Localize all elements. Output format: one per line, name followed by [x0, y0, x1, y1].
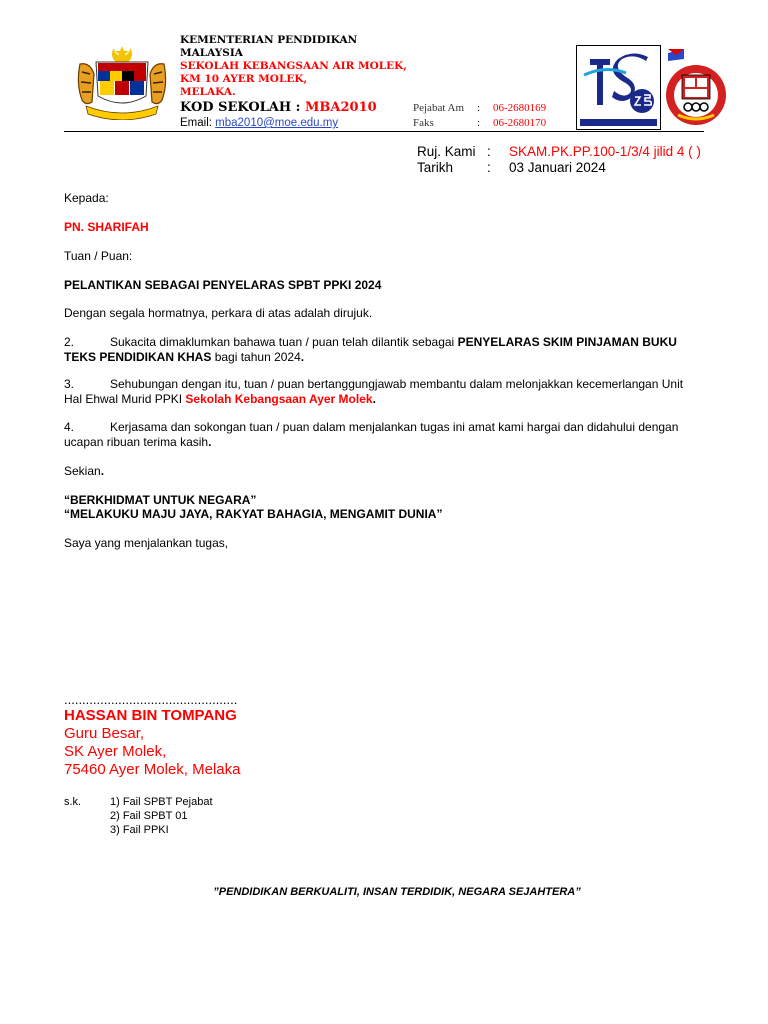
motto-line-1: “BERKHIDMAT UNTUK NEGARA” [64, 493, 257, 507]
school-address-line: KM 10 AYER MOLEK, [180, 73, 308, 85]
paragraph-number: 3. [64, 377, 75, 391]
school-code [180, 100, 410, 116]
school-name: SEKOLAH KEBANGSAAN AIR MOLEK, [180, 60, 407, 72]
letterhead-text [180, 34, 410, 129]
signatory-title: Guru Besar, [64, 725, 145, 742]
email-link[interactable]: mba2010@moe.edu.my [215, 117, 339, 129]
ruj-value: SKAM.PK.PP.100-1/3/4 jilid 4 ( ) [509, 144, 701, 159]
paragraph-3 [64, 377, 706, 406]
phone-row [413, 102, 546, 117]
ruj-row [417, 144, 701, 160]
signatory-address: 75460 Ayer Molek, Melaka [64, 761, 241, 778]
reference-block [417, 144, 701, 176]
paragraph-text: bagi tahun 2024 [211, 349, 301, 364]
ruj-colon: : [487, 144, 491, 159]
email-label: Email: [180, 117, 212, 129]
paragraph-number: 2. [64, 335, 75, 349]
footer-slogan: ”PENDIDIKAN BERKUALITI, INSAN TERDIDIK, NEGARA SEJAHTERA” [213, 886, 581, 898]
paragraph-text: Sukacita dimaklumkan bahawa tuan / puan telah dilantik sebagai [110, 335, 458, 349]
sk-label: s.k. [64, 796, 82, 808]
sekian-period: . [100, 464, 105, 478]
recipient-name: PN. SHARIFAH [64, 220, 149, 234]
fax-value: 06-2680170 [493, 117, 547, 129]
paragraph-text: Kerjasama dan sokongan tuan / puan dalam menjalankan tugas ini amat kami hargai dan didahului dengan ucapan ribuan terima kasih [64, 420, 679, 449]
ruj-label: Ruj. Kami [417, 144, 476, 159]
paragraph-4 [64, 420, 706, 449]
fax-colon: : [477, 117, 481, 129]
school-name-highlight: Sekolah Kebangsaan Ayer Molek [185, 391, 373, 406]
email-line [180, 117, 410, 129]
school-state: MELAKA. [180, 86, 236, 98]
school-code-value: MBA2010 [305, 100, 377, 115]
salutation: Tuan / Puan: [64, 249, 133, 263]
sk-item: 2) Fail SPBT 01 [110, 810, 188, 822]
signatory-name: HASSAN BIN TOMPANG [64, 707, 237, 724]
paragraph-period: . [300, 349, 305, 364]
paragraph-period: . [208, 434, 212, 449]
motto-line-2: “MELAKUKU MAJU JAYA, RAKYAT BAHAGIA, MENGAMIT DUNIA” [64, 507, 443, 521]
school-code-label: KOD SEKOLAH : [180, 100, 301, 115]
contact-info [413, 102, 546, 132]
phone-label: Pejabat Am [413, 102, 465, 114]
ministry-name: KEMENTERIAN PENDIDIKAN MALAYSIA [180, 34, 358, 59]
paragraph-line [64, 392, 706, 407]
sk-item: 3) Fail PPKI [110, 824, 169, 836]
fax-label: Faks [413, 117, 434, 129]
appointment-title: PENYELARAS SKIM PINJAMAN BUKU TEKS PENDIDIKAN KHAS [64, 335, 677, 364]
header-divider [64, 131, 704, 132]
fax-row [413, 117, 546, 132]
ts25-logo [576, 45, 661, 130]
sekian-line [64, 464, 104, 478]
paragraph-text: Hal Ehwal Murid PPKI [64, 391, 186, 406]
date-value: 03 Januari 2024 [509, 160, 606, 175]
date-row [417, 160, 701, 176]
paragraph-period: . [372, 391, 376, 406]
phone-value: 06-2680169 [493, 102, 547, 114]
school-crest-logo [664, 47, 728, 127]
date-label: Tarikh [417, 160, 454, 175]
signatory-school: SK Ayer Molek, [64, 743, 167, 760]
letter-subject: PELANTIKAN SEBAGAI PENYELARAS SPBT PPKI 2024 [64, 278, 382, 292]
sk-list [110, 795, 213, 837]
signature-line: ................................................ [64, 692, 238, 707]
paragraph-2 [64, 335, 706, 364]
sk-item: 1) Fail SPBT Pejabat [110, 796, 213, 808]
closing-line: Saya yang menjalankan tugas, [64, 536, 229, 550]
phone-colon: : [477, 102, 481, 114]
paragraph-number: 4. [64, 420, 75, 434]
sekian-text: Sekian [64, 464, 101, 478]
date-colon: : [487, 160, 491, 175]
paragraph-text: Sehubungan dengan itu, tuan / puan bertanggungjawab membantu dalam melonjakkan kecemerlangan Unit [110, 377, 684, 391]
opening-line: Dengan segala hormatnya, perkara di atas adalah dirujuk. [64, 306, 373, 320]
jata-negara-crest-logo [72, 44, 172, 120]
paragraph-line [64, 377, 706, 392]
kepada-label: Kepada: [64, 191, 109, 205]
